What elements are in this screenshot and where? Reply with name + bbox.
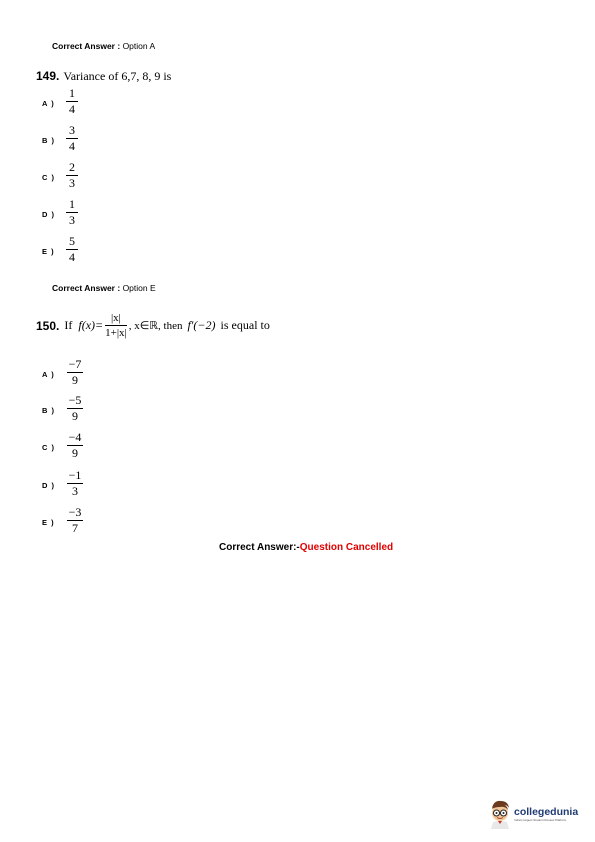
- q149-option-d-fraction[interactable]: [66, 198, 78, 227]
- mascot-icon: [488, 799, 512, 829]
- q150-option-e-label[interactable]: E ): [42, 518, 55, 527]
- q150-option-c-fraction[interactable]: [67, 431, 83, 460]
- denominator: 3: [69, 176, 75, 190]
- q150-option-c-label[interactable]: C ): [42, 443, 55, 452]
- q149-option-d-label[interactable]: D ): [42, 210, 55, 219]
- q149-option-c-fraction[interactable]: [66, 161, 78, 190]
- q150-option-a-label[interactable]: A ): [42, 370, 55, 379]
- q149-option-e-label[interactable]: E ): [42, 247, 55, 256]
- then-text: , then: [158, 319, 183, 332]
- question-number: 150.: [36, 318, 60, 333]
- denominator: 1+|x|: [105, 327, 127, 339]
- q150-heading: [36, 312, 270, 339]
- question-text: Variance of 6,7, 8, 9 is: [63, 69, 172, 83]
- q149-correct-answer: [52, 283, 156, 293]
- fraction-bar: [105, 325, 127, 326]
- q149-option-a-label[interactable]: A ): [42, 99, 55, 108]
- numerator: −4: [68, 430, 82, 444]
- q150-option-d-fraction[interactable]: [67, 469, 83, 498]
- q149-option-b-label[interactable]: B ): [42, 136, 55, 145]
- tail-text: is equal to: [220, 318, 270, 332]
- q150-option-d-label[interactable]: D ): [42, 481, 55, 490]
- answer-value: Option E: [122, 283, 156, 293]
- numerator: −7: [68, 357, 82, 371]
- denominator: 9: [72, 373, 78, 387]
- answer-value-cancelled: Question Cancelled: [299, 542, 394, 553]
- answer-label: Correct Answer :: [52, 283, 121, 293]
- answer-label: Correct Answer:-: [219, 542, 300, 553]
- numerator: 2: [69, 160, 75, 174]
- q148-correct-answer: [52, 41, 155, 51]
- denominator: 4: [69, 102, 75, 116]
- denominator: 9: [72, 409, 78, 423]
- q149-heading: [36, 67, 171, 85]
- function-name: f(x)=: [78, 318, 104, 332]
- denominator: 4: [69, 250, 75, 264]
- answer-value: Option A: [122, 41, 156, 51]
- q150-option-b-fraction[interactable]: [67, 394, 83, 423]
- q150-option-b-label[interactable]: B ): [42, 406, 55, 415]
- q150-option-e-fraction[interactable]: [67, 506, 83, 535]
- q149-option-a-fraction[interactable]: [66, 87, 78, 116]
- if-word: If: [64, 318, 73, 332]
- q149-option-c-label[interactable]: C ): [42, 173, 55, 182]
- q150-option-a-fraction[interactable]: [67, 358, 83, 387]
- logo-tagline: India's largest Student Review Platform: [514, 818, 567, 822]
- answer-label: Correct Answer :: [52, 41, 121, 51]
- numerator: −5: [68, 393, 82, 407]
- domain-text: , x∈ℝ: [128, 320, 159, 332]
- q150-correct-answer: [219, 542, 393, 553]
- derivative-expression: f′(−2): [187, 318, 216, 332]
- denominator: 3: [69, 213, 75, 227]
- numerator: |x|: [110, 312, 121, 324]
- logo-text-block: [514, 806, 578, 822]
- q149-option-b-fraction[interactable]: [66, 124, 78, 153]
- denominator: 7: [72, 521, 78, 535]
- function-fraction: [105, 312, 127, 339]
- numerator: −1: [68, 468, 82, 482]
- denominator: 4: [69, 139, 75, 153]
- denominator: 9: [72, 446, 78, 460]
- numerator: 1: [69, 86, 75, 100]
- q149-option-e-fraction[interactable]: [66, 235, 78, 264]
- collegedunia-logo: [488, 799, 578, 829]
- logo-name: collegedunia: [514, 806, 579, 818]
- question-number: 149.: [36, 69, 60, 83]
- numerator: 5: [69, 234, 75, 248]
- denominator: 3: [72, 484, 78, 498]
- numerator: −3: [68, 505, 82, 519]
- numerator: 3: [69, 123, 75, 137]
- numerator: 1: [69, 197, 75, 211]
